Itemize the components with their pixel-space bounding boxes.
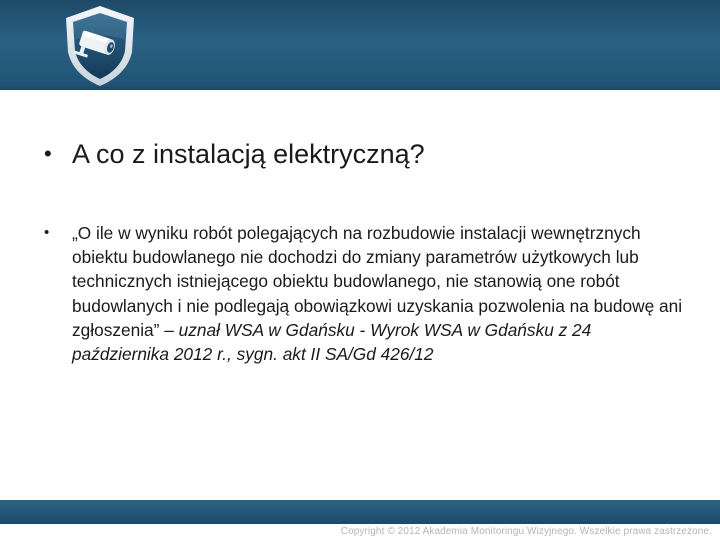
bullet-icon: •: [44, 224, 50, 241]
bullet-icon: •: [44, 141, 52, 166]
header-band: [0, 0, 720, 90]
heading-item: [44, 136, 684, 172]
citation-text: uznał WSA w Gdańsku - Wyrok WSA w Gdańsku z 24 października 2012 r., sygn. akt II SA/Gd 426/12: [72, 319, 592, 365]
copyright-text: Copyright © 2012 Akademia Monitoringu Wizyjnego. Wszelkie prawa zastrzeżone.: [340, 526, 712, 537]
slide-heading: A co z instalacją elektryczną?: [72, 139, 425, 169]
quote-item: [44, 221, 684, 366]
shield-camera-icon: [62, 4, 138, 88]
quote-body: [72, 221, 684, 366]
quote-text: „O ile w wyniku robót polegających na rozbudowie instalacji wewnętrznych obiektu budowlanego nie dochodzi do zmiany parametrów użytkowych lub technicznych istniejącego obiektu budowlanego, nie stanowią one robót budowlanych i nie podlegają obowiązkowi uzyskania pozwolenia na budowę ani zgłoszenia” –: [72, 223, 683, 340]
footer-band: [0, 500, 720, 524]
